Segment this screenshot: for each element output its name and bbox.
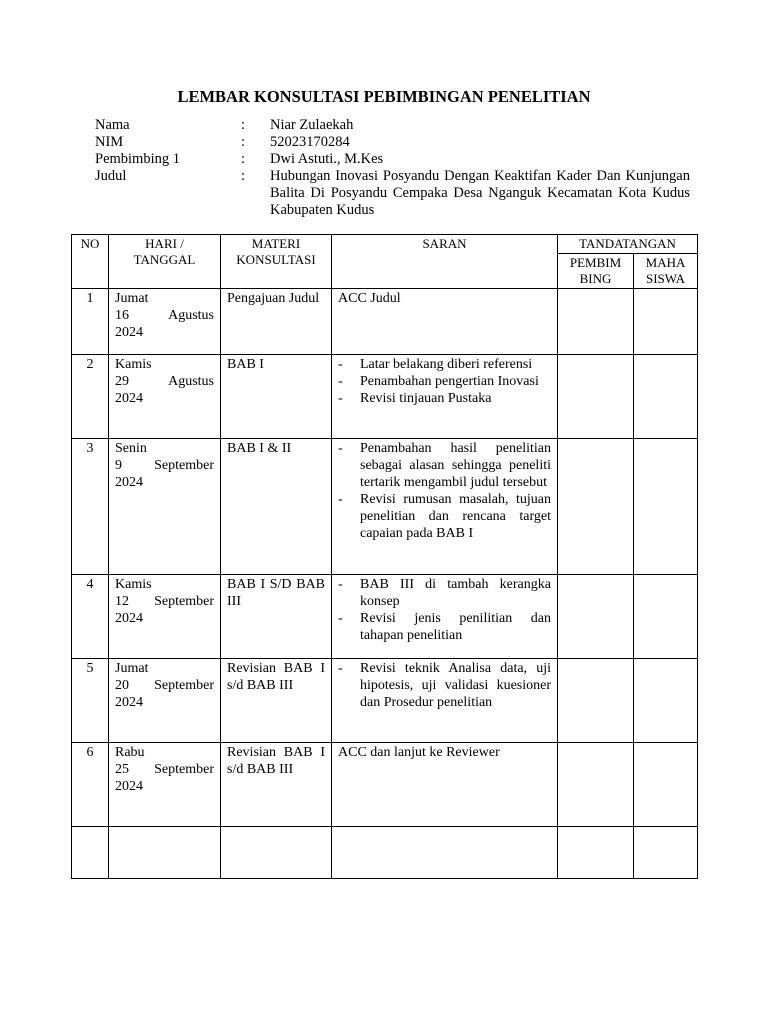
nim-colon: : xyxy=(241,134,246,150)
signature-pembimbing[interactable] xyxy=(558,439,634,575)
saran-item xyxy=(338,440,551,491)
saran-item xyxy=(338,356,551,373)
pembimbing-value: Dwi Astuti., M.Kes xyxy=(270,151,384,167)
row-saran-cell xyxy=(332,355,558,439)
row-materi: Revisian BAB I s/d BAB III xyxy=(221,659,332,743)
table-row xyxy=(72,439,698,575)
row-month: September xyxy=(154,678,214,693)
saran-item xyxy=(338,390,551,407)
row-saran-cell xyxy=(332,439,558,575)
row-year: 2024 xyxy=(115,475,143,490)
header-hari-tanggal: HARI / TANGGAL xyxy=(109,235,221,289)
consultation-table xyxy=(71,234,698,879)
saran-bullet: - xyxy=(338,577,343,592)
row-number: 2 xyxy=(72,355,109,439)
saran-text: Penambahan hasil penelitian sebagai alasan sehingga peneliti tertarik mengambil judul tersebut xyxy=(360,441,551,490)
row-day: Senin xyxy=(115,441,147,456)
saran-text: BAB III di tambah kerangka konsep xyxy=(360,577,551,609)
row-date-cell xyxy=(109,289,221,355)
signature-mahasiswa[interactable] xyxy=(634,743,698,827)
row-saran: ACC Judul xyxy=(338,291,401,306)
saran-text: Revisi rumusan masalah, tujuan penelitian dan rencana target capaian pada BAB I xyxy=(360,492,551,541)
header-no: NO xyxy=(72,235,109,289)
nama-label: Nama xyxy=(95,117,130,133)
row-date-cell xyxy=(109,439,221,575)
row-number: 1 xyxy=(72,289,109,355)
saran-bullet: - xyxy=(338,374,343,389)
header-row xyxy=(72,235,698,254)
table-row xyxy=(72,743,698,827)
row-date-cell xyxy=(109,743,221,827)
row-month: September xyxy=(154,762,214,777)
row-number: 6 xyxy=(72,743,109,827)
header-saran: SARAN xyxy=(332,235,558,289)
row-number: 5 xyxy=(72,659,109,743)
signature-mahasiswa[interactable] xyxy=(634,355,698,439)
saran-bullet: - xyxy=(338,661,343,676)
header-materi: MATERI KONSULTASI xyxy=(221,235,332,289)
row-saran-cell xyxy=(332,575,558,659)
pembimbing-colon: : xyxy=(241,151,246,167)
row-date: 9 xyxy=(115,458,122,473)
row-number: 3 xyxy=(72,439,109,575)
header-mahasiswa: MAHA SISWA xyxy=(634,254,698,289)
row-date-line xyxy=(115,677,214,694)
saran-item xyxy=(338,576,551,610)
table-row-empty xyxy=(72,827,698,879)
info-row-judul xyxy=(95,168,695,219)
page-title: LEMBAR KONSULTASI PEBIMBINGAN PENELITIAN xyxy=(177,87,591,106)
row-saran: ACC dan lanjut ke Reviewer xyxy=(338,745,500,760)
signature-pembimbing[interactable] xyxy=(558,289,634,355)
nim-value: 52023170284 xyxy=(270,134,350,150)
row-date: 20 xyxy=(115,678,129,693)
signature-mahasiswa[interactable] xyxy=(634,659,698,743)
saran-list xyxy=(338,356,551,407)
row-materi: BAB I & II xyxy=(221,439,332,575)
row-date-line xyxy=(115,307,214,324)
saran-text: Revisi tinjauan Pustaka xyxy=(360,391,492,406)
row-month: Agustus xyxy=(168,374,214,389)
row-materi: Revisian BAB I s/d BAB III xyxy=(221,743,332,827)
saran-bullet: - xyxy=(338,492,343,507)
saran-list xyxy=(338,576,551,644)
saran-text: Penambahan pengertian Inovasi xyxy=(360,374,539,389)
row-month: September xyxy=(154,594,214,609)
saran-item xyxy=(338,491,551,542)
signature-mahasiswa[interactable] xyxy=(634,289,698,355)
saran-list xyxy=(338,440,551,542)
table-row xyxy=(72,659,698,743)
row-day: Kamis xyxy=(115,577,152,592)
nama-colon: : xyxy=(241,117,246,133)
saran-text: Latar belakang diberi referensi xyxy=(360,357,533,372)
row-day: Rabu xyxy=(115,745,145,760)
row-date: 16 xyxy=(115,308,129,323)
row-date-line xyxy=(115,593,214,610)
row-day: Kamis xyxy=(115,357,152,372)
saran-list xyxy=(338,660,551,711)
empty-cell xyxy=(221,827,332,879)
empty-cell xyxy=(332,827,558,879)
student-info xyxy=(95,117,695,219)
row-materi: BAB I S/D BAB III xyxy=(221,575,332,659)
signature-pembimbing[interactable] xyxy=(558,575,634,659)
row-number: 4 xyxy=(72,575,109,659)
row-saran-cell xyxy=(332,289,558,355)
row-saran-cell xyxy=(332,743,558,827)
row-date-cell xyxy=(109,575,221,659)
saran-bullet: - xyxy=(338,391,343,406)
nim-label: NIM xyxy=(95,134,124,150)
saran-item xyxy=(338,660,551,711)
signature-mahasiswa[interactable] xyxy=(634,575,698,659)
table-row xyxy=(72,355,698,439)
row-month: Agustus xyxy=(168,308,214,323)
info-row-nama xyxy=(95,117,695,134)
pembimbing-label: Pembimbing 1 xyxy=(95,151,180,167)
saran-item xyxy=(338,373,551,390)
saran-text: Revisi jenis penilitian dan tahapan penelitian xyxy=(360,611,551,643)
row-date-line xyxy=(115,761,214,778)
row-date: 12 xyxy=(115,594,129,609)
judul-colon: : xyxy=(241,168,246,184)
saran-item xyxy=(338,610,551,644)
row-saran-cell xyxy=(332,659,558,743)
row-year: 2024 xyxy=(115,779,143,794)
row-year: 2024 xyxy=(115,611,143,626)
info-row-pembimbing xyxy=(95,151,695,168)
row-month: September xyxy=(154,458,214,473)
signature-pembimbing[interactable] xyxy=(558,355,634,439)
table-body xyxy=(72,289,698,879)
row-date-cell xyxy=(109,355,221,439)
row-year: 2024 xyxy=(115,325,143,340)
row-year: 2024 xyxy=(115,391,143,406)
row-day: Jumat xyxy=(115,661,149,676)
info-row-nim xyxy=(95,134,695,151)
row-date-line xyxy=(115,457,214,474)
table-row xyxy=(72,289,698,355)
signature-pembimbing[interactable] xyxy=(558,743,634,827)
row-date-line xyxy=(115,373,214,390)
signature-mahasiswa[interactable] xyxy=(634,439,698,575)
saran-text: Revisi teknik Analisa data, uji hipotesis, uji validasi kuesioner dan Prosedur penelitian xyxy=(360,661,551,710)
empty-cell[interactable] xyxy=(558,827,634,879)
row-date: 29 xyxy=(115,374,129,389)
row-date: 25 xyxy=(115,762,129,777)
row-materi: BAB I xyxy=(221,355,332,439)
judul-value: Hubungan Inovasi Posyandu Dengan Keaktifan Kader Dan Kunjungan Balita Di Posyandu Cempaka Desa Nganguk Kecamatan Kota Kudus Kabupaten Kudus xyxy=(270,168,690,218)
row-materi: Pengajuan Judul xyxy=(221,289,332,355)
empty-cell[interactable] xyxy=(634,827,698,879)
table-row xyxy=(72,575,698,659)
judul-label: Judul xyxy=(95,168,127,184)
row-year: 2024 xyxy=(115,695,143,710)
nama-value: Niar Zulaekah xyxy=(270,117,354,133)
saran-bullet: - xyxy=(338,357,343,372)
row-day: Jumat xyxy=(115,291,149,306)
saran-bullet: - xyxy=(338,441,343,456)
signature-pembimbing[interactable] xyxy=(558,659,634,743)
row-date-cell xyxy=(109,659,221,743)
empty-cell xyxy=(109,827,221,879)
empty-cell xyxy=(72,827,109,879)
header-pembimbing: PEMBIM BING xyxy=(558,254,634,289)
saran-bullet: - xyxy=(338,611,343,626)
header-tandatangan: TANDATANGAN xyxy=(558,235,698,254)
